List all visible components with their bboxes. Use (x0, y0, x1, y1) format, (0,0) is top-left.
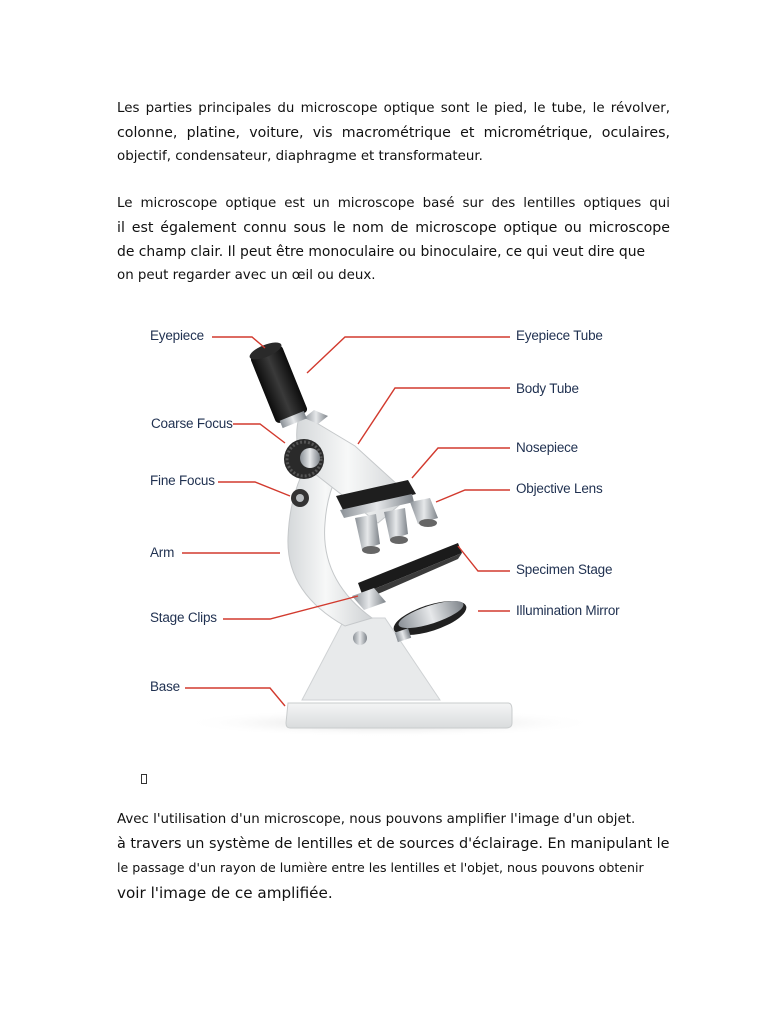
base-shape (286, 703, 512, 728)
label-objective-lens: Objective Lens (516, 481, 603, 496)
definition-paragraph (117, 192, 670, 288)
label-coarse-focus: Coarse Focus (151, 416, 233, 431)
intro-line-1: Les parties principales du microscope optique sont le pied, le tube, le révolver, (117, 101, 670, 116)
pivot-screw (353, 631, 367, 645)
usage-line-4: voir l'image de ce amplifiée. (117, 884, 333, 902)
definition-line-1: Le microscope optique est un microscope basé sur des lentilles optiques qui (117, 196, 670, 211)
intro-paragraph (117, 97, 670, 169)
label-eyepiece: Eyepiece (150, 328, 204, 343)
usage-line-1: Avec l'utilisation d'un microscope, nous pouvons amplifier l'image d'un objet. (117, 812, 636, 827)
usage-line-2: à travers un système de lentilles et de sources d'éclairage. En manipulant le (117, 836, 670, 852)
label-specimen-stage: Specimen Stage (516, 562, 613, 577)
label-base: Base (150, 679, 180, 694)
eyepiece-shape (248, 339, 311, 430)
intro-line-2: colonne, platine, voiture, vis macrométrique et micrométrique, oculaires, (117, 125, 670, 141)
definition-line-4: on peut regarder avec un œil ou deux. (117, 268, 376, 283)
label-illumination-mirror: Illumination Mirror (516, 603, 620, 618)
definition-line-2: il est également connu sous le nom de microscope optique ou microscope (117, 220, 670, 236)
label-arm: Arm (150, 545, 175, 560)
microscope-diagram (140, 318, 640, 768)
usage-line-3: le passage d'un rayon de lumière entre les lentilles et l'objet, nous pouvons obtenir (117, 860, 644, 875)
label-fine-focus: Fine Focus (150, 473, 215, 488)
usage-paragraph (117, 808, 670, 906)
placeholder-glyph-icon (141, 774, 147, 784)
label-eyepiece-tube: Eyepiece Tube (516, 328, 603, 343)
definition-line-3: de champ clair. Il peut être monoculaire ou binoculaire, ce qui veut dire que (117, 244, 646, 260)
intro-line-3: objectif, condensateur, diaphragme et transformateur. (117, 149, 483, 164)
illumination-mirror-shape (390, 594, 470, 642)
label-body-tube: Body Tube (516, 381, 579, 396)
label-nosepiece: Nosepiece (516, 440, 578, 455)
label-stage-clips: Stage Clips (150, 610, 217, 625)
